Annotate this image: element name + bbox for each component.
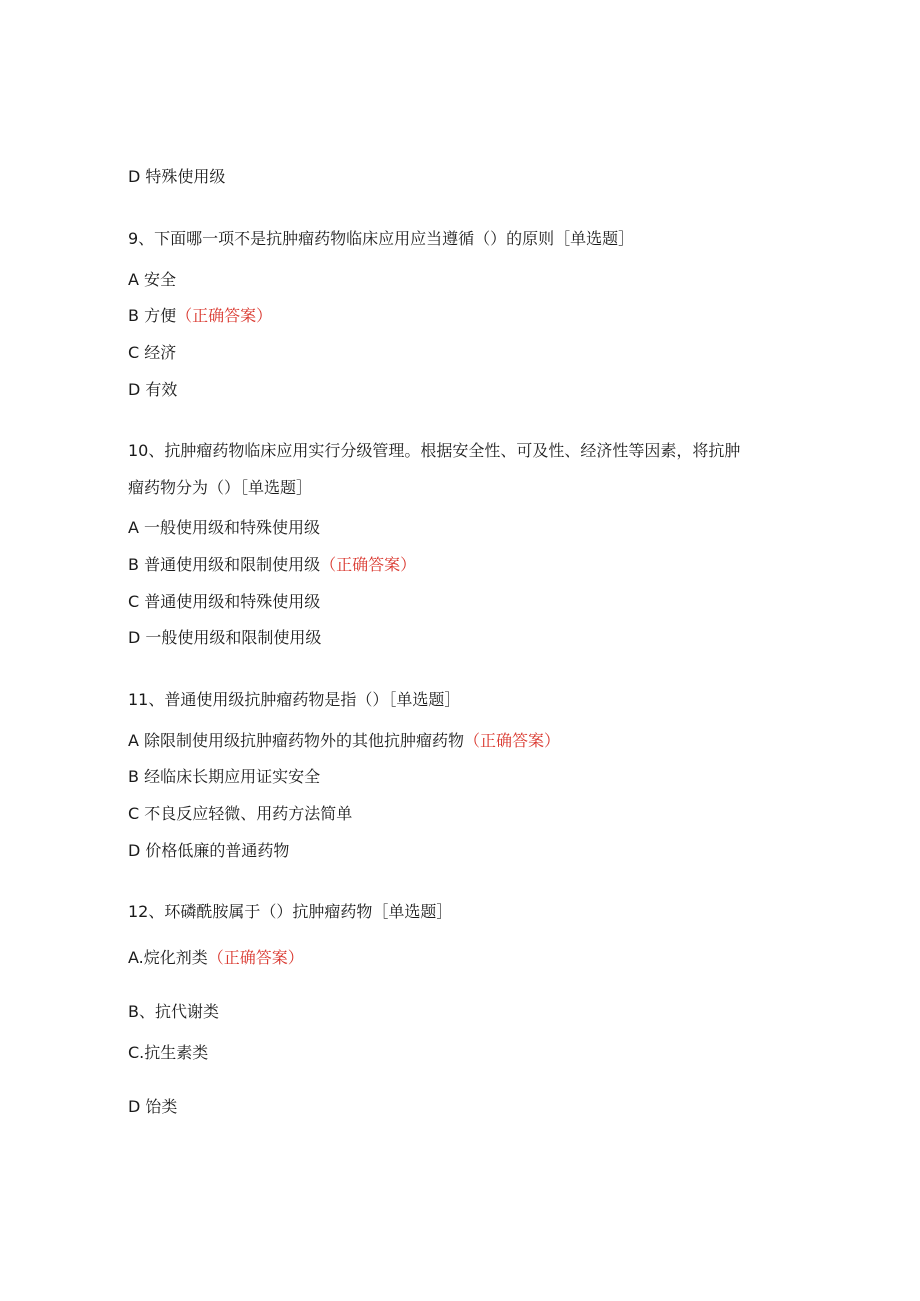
q11-stem: 11、普通使用级抗肿瘤药物是指（）［单选题］	[128, 690, 461, 709]
q12-option-b	[128, 1002, 219, 1022]
option-text: B、抗代谢类	[128, 1002, 219, 1021]
correct-answer-mark: （正确答案）	[207, 948, 304, 967]
q11-option-d	[128, 841, 289, 861]
correct-answer-mark: （正确答案）	[320, 555, 417, 574]
q10-stem-line1: 10、抗肿瘤药物临床应用实行分级管理。根据安全性、可及性、经济性等因素，将抗肿	[128, 441, 741, 460]
q12-option-c	[128, 1043, 208, 1063]
q9-option-d	[128, 380, 177, 400]
option-text: C.抗生素类	[128, 1043, 209, 1062]
option-text: A 除限制使用级抗肿瘤药物外的其他抗肿瘤药物	[128, 731, 465, 750]
option-text: C 不良反应轻微、用药方法简单	[128, 804, 353, 823]
option-text: D 一般使用级和限制使用级	[128, 628, 322, 647]
q12-option-a	[128, 948, 304, 968]
option-text: D 特殊使用级	[128, 167, 226, 186]
option-text: D 饴类	[128, 1097, 178, 1116]
q8-option-d	[128, 167, 225, 187]
correct-answer-mark: （正确答案）	[464, 731, 561, 750]
q9-stem: 9、下面哪一项不是抗肿瘤药物临床应用应当遵循（）的原则［单选题］	[128, 229, 635, 248]
q9-option-a	[128, 270, 176, 290]
option-text: C 经济	[128, 343, 177, 362]
option-text: A 一般使用级和特殊使用级	[128, 518, 321, 537]
option-text: A.烷化剂类	[128, 948, 208, 967]
option-text: B 方便	[128, 306, 177, 325]
option-text: D 有效	[128, 380, 178, 399]
option-text: B 普通使用级和限制使用级	[128, 555, 321, 574]
q10-option-c	[128, 592, 320, 612]
q11-option-b	[128, 767, 320, 787]
q10-option-b	[128, 555, 416, 575]
q11-option-c	[128, 804, 352, 824]
option-text: D 价格低廉的普通药物	[128, 841, 290, 860]
correct-answer-mark: （正确答案）	[176, 306, 273, 325]
q12-option-d	[128, 1097, 177, 1117]
option-text: B 经临床长期应用证实安全	[128, 767, 321, 786]
option-text: C 普通使用级和特殊使用级	[128, 592, 321, 611]
option-text: A 安全	[128, 270, 177, 289]
q10-stem-line2: 瘤药物分为（）［单选题］	[128, 478, 313, 497]
q10-option-a	[128, 518, 320, 538]
q10-option-d	[128, 628, 321, 648]
q9-option-b	[128, 306, 272, 326]
q11-option-a	[128, 731, 560, 751]
q12-stem: 12、环磷酰胺属于（）抗肿瘤药物［单选题］	[128, 902, 453, 921]
q9-option-c	[128, 343, 176, 363]
